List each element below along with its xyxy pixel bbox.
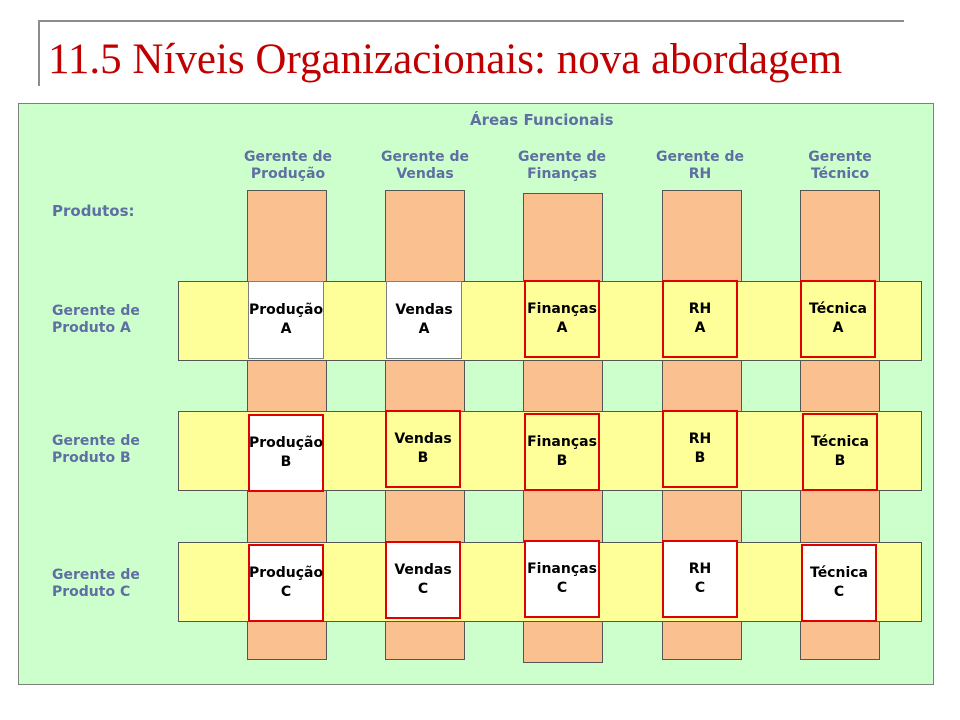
cell-label: Produção B bbox=[248, 435, 324, 470]
cell-financas-a bbox=[524, 280, 600, 358]
cell-vendas-c bbox=[385, 541, 461, 619]
cell-tecnica-c bbox=[801, 544, 877, 622]
label-produto-a: Gerente de Produto A bbox=[52, 303, 140, 336]
cell-label: Vendas A bbox=[395, 302, 453, 337]
products-title: Produtos: bbox=[52, 202, 135, 220]
header-financas: Gerente de Finanças bbox=[518, 149, 606, 182]
slide-title: 11.5 Níveis Organizacionais: nova abordagem bbox=[48, 36, 843, 83]
cell-label: RH A bbox=[688, 301, 712, 336]
cell-label: Técnica A bbox=[809, 301, 867, 336]
cell-rh-c bbox=[662, 540, 738, 618]
cell-producao-a bbox=[248, 281, 324, 359]
cell-label: Finanças C bbox=[527, 561, 597, 596]
cell-label: Vendas B bbox=[394, 431, 452, 466]
cell-label: Finanças A bbox=[527, 301, 597, 336]
cell-label: Vendas C bbox=[394, 562, 452, 597]
cell-label: RH B bbox=[688, 431, 712, 466]
label-produto-b: Gerente de Produto B bbox=[52, 433, 140, 466]
cell-financas-b bbox=[524, 413, 600, 491]
cell-vendas-a bbox=[386, 281, 462, 359]
label-produto-c: Gerente de Produto C bbox=[52, 567, 140, 600]
cell-rh-b bbox=[662, 410, 738, 488]
cell-label: Técnica C bbox=[810, 565, 868, 600]
cell-label: RH C bbox=[688, 561, 712, 596]
cell-tecnica-b bbox=[802, 413, 878, 491]
title-rule bbox=[40, 20, 904, 22]
cell-producao-b bbox=[248, 414, 324, 492]
cell-financas-c bbox=[524, 540, 600, 618]
header-tecnico: Gerente Técnico bbox=[808, 149, 872, 182]
header-vendas: Gerente de Vendas bbox=[381, 149, 469, 182]
cell-rh-a bbox=[662, 280, 738, 358]
cell-tecnica-a bbox=[800, 280, 876, 358]
cell-label: Produção C bbox=[248, 565, 324, 600]
header-rh: Gerente de RH bbox=[656, 149, 744, 182]
cell-label: Produção A bbox=[248, 302, 324, 337]
cell-vendas-b bbox=[385, 410, 461, 488]
header-producao: Gerente de Produção bbox=[244, 149, 332, 182]
cell-label: Técnica B bbox=[811, 434, 869, 469]
areas-title: Áreas Funcionais bbox=[470, 111, 614, 129]
cell-producao-c bbox=[248, 544, 324, 622]
cell-label: Finanças B bbox=[527, 434, 597, 469]
title-side-rule bbox=[38, 20, 40, 86]
